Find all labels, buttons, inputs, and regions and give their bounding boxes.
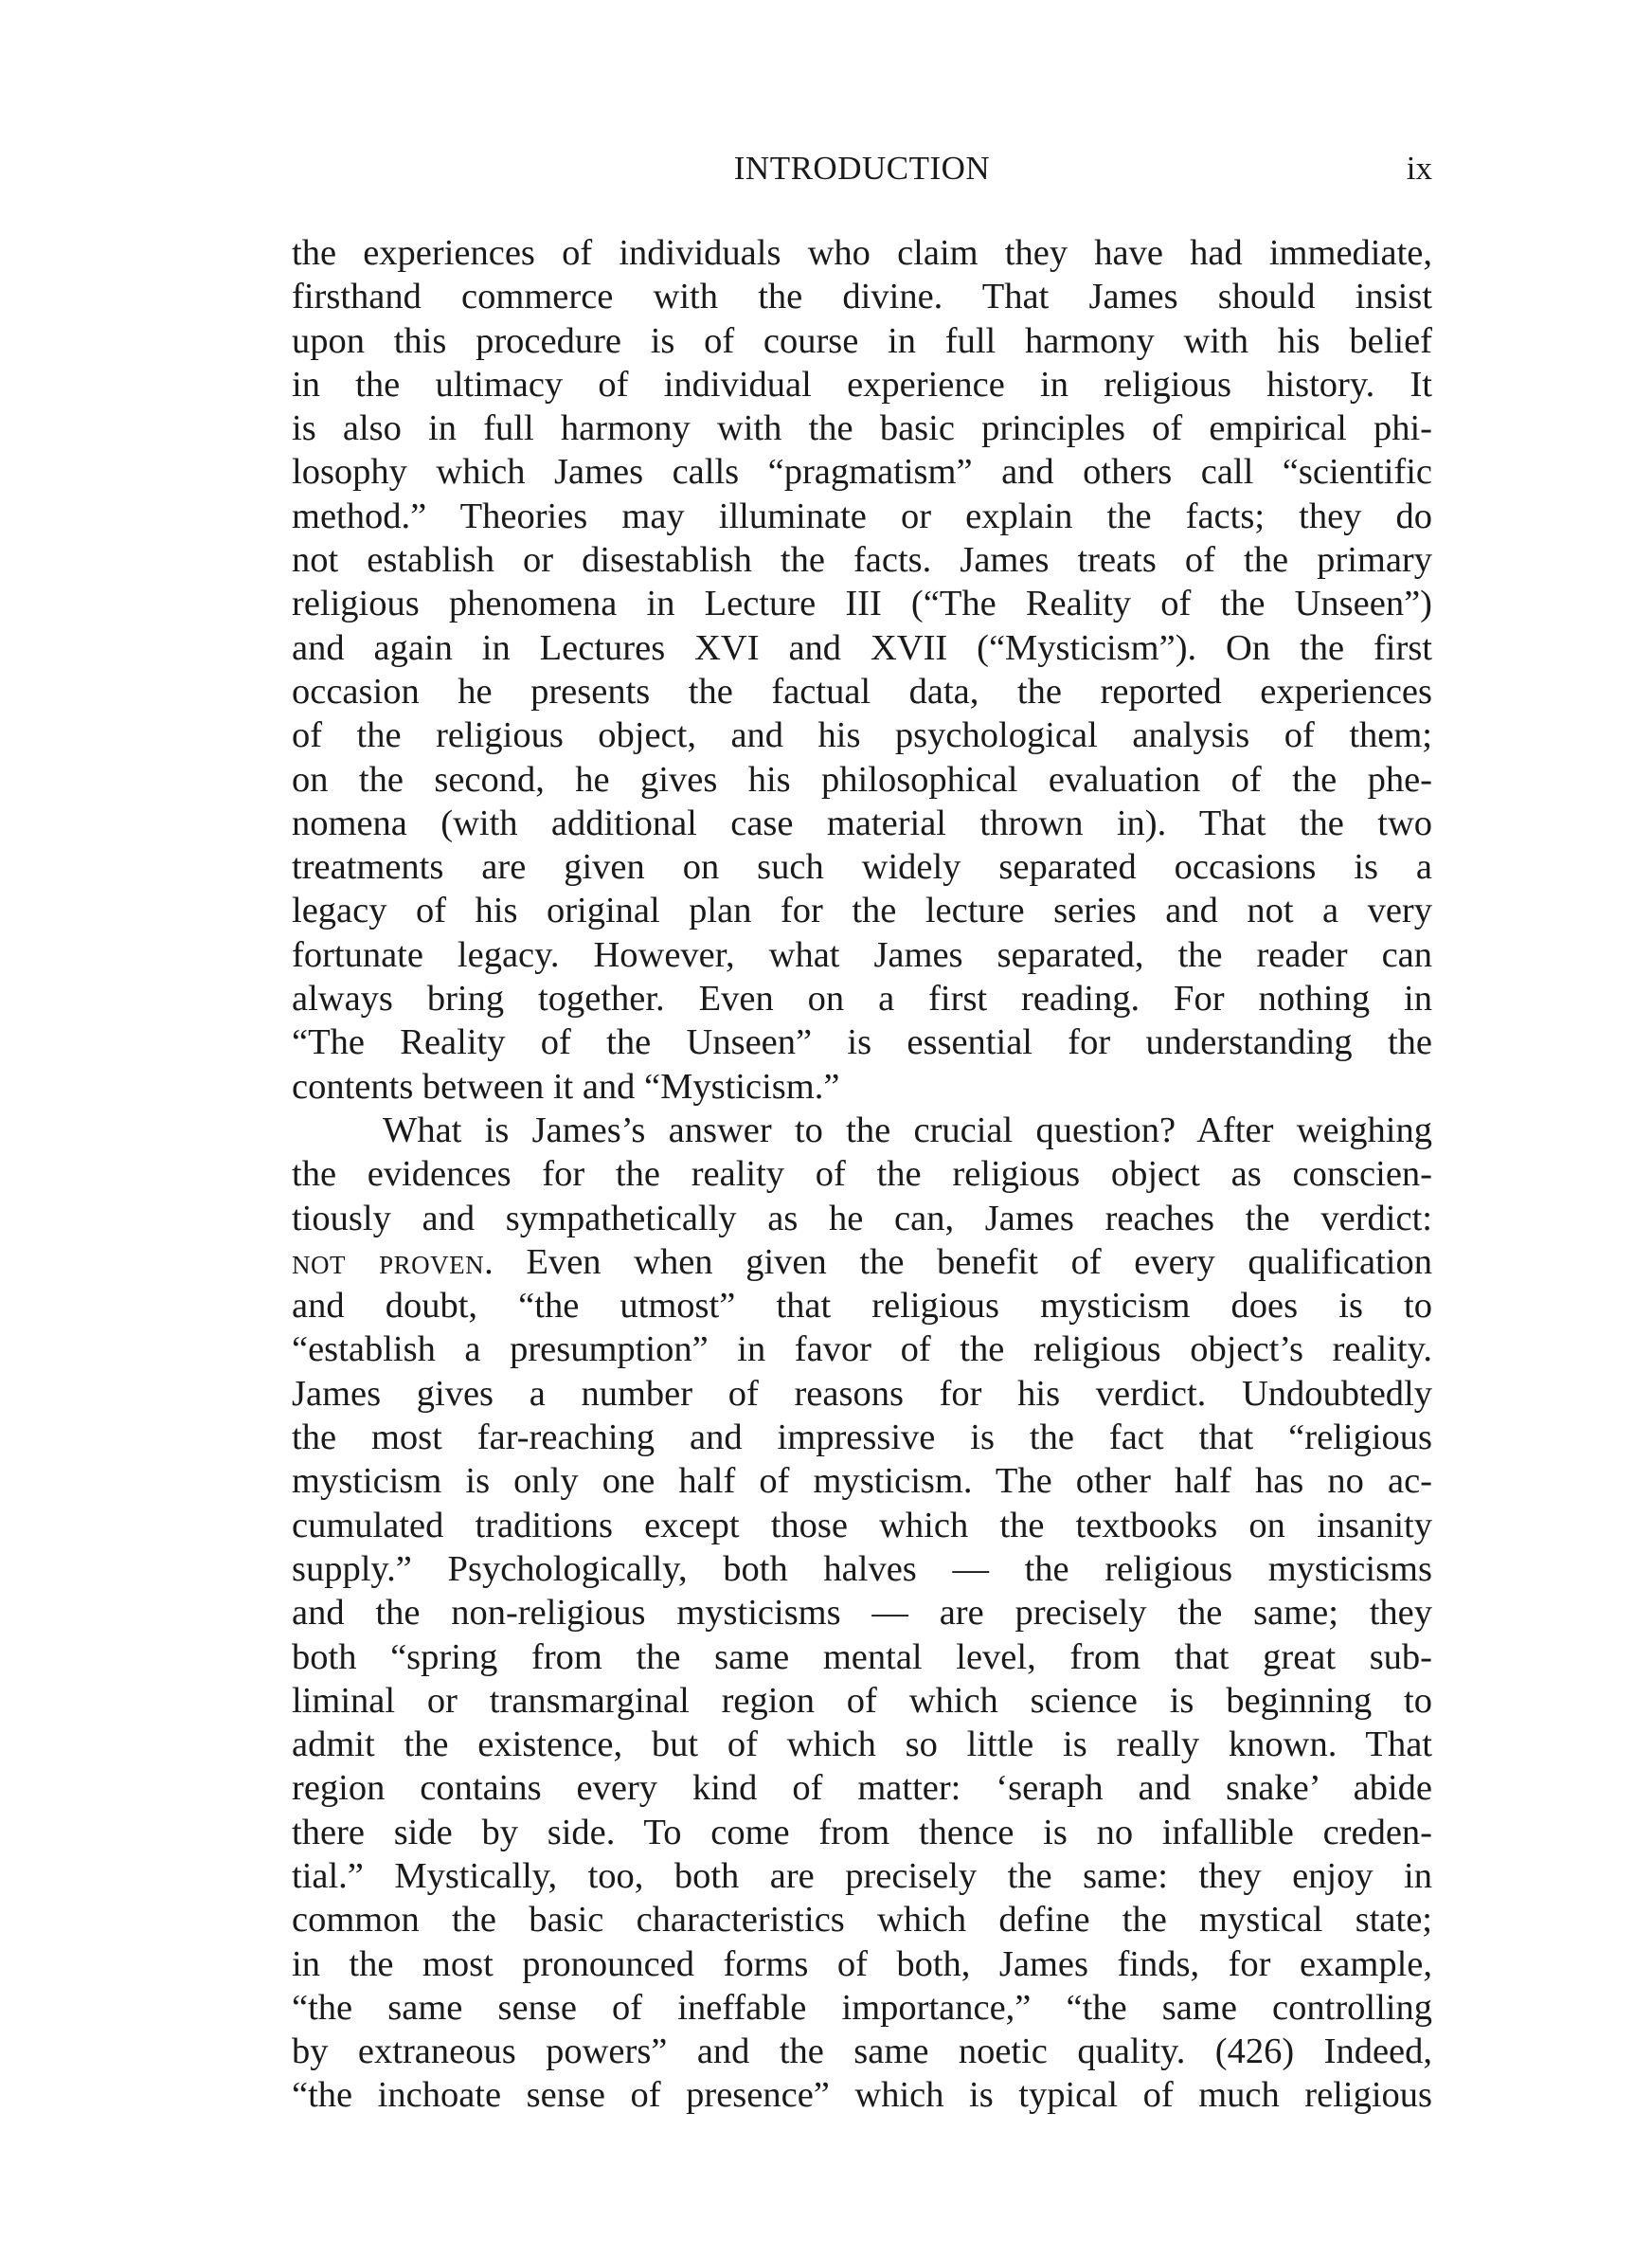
text-line: fortunate legacy. However, what James separated, the reader can [292, 934, 1432, 975]
text-line: both “spring from the same mental level, from that great sub- [292, 1636, 1432, 1677]
text-line: always bring together. Even on a first reading. For nothing in [292, 979, 1432, 1020]
paragraph-1 [292, 231, 1432, 1109]
text-line: region contains every kind of matter: ‘seraph and snake’ abide [292, 1768, 1432, 1809]
text-line: in the most pronounced forms of both, James finds, for example, [292, 1943, 1432, 1984]
text-line: and doubt, “the utmost” that religious mysticism does is to [292, 1286, 1432, 1327]
small-caps-verdict: not proven [292, 1241, 485, 1282]
page-number: ix [1406, 150, 1432, 187]
text-line: method.” Theories may illuminate or explain the facts; they do [292, 496, 1432, 536]
text-line: upon this procedure is of course in full harmony with his belief [292, 320, 1432, 361]
text-line: and the non-religious mysticisms — are precisely the same; they [292, 1593, 1432, 1634]
text-line: supply.” Psychologically, both halves — the religious mysticisms [292, 1548, 1432, 1589]
text-line: of the religious object, and his psychological analysis of them; [292, 715, 1432, 756]
body-text [292, 231, 1432, 2118]
paragraph-2 [292, 1109, 1432, 2118]
text-line: the experiences of individuals who claim they have had immediate, [292, 233, 1432, 273]
text-line: firsthand commerce with the divine. That James should insist [292, 277, 1432, 317]
text-line: is also in full harmony with the basic principles of empirical phi- [292, 408, 1432, 449]
text-line: “the same sense of ineffable importance,” “the same controlling [292, 1987, 1432, 2028]
text-line: mysticism is only one half of mysticism. The other half has no ac- [292, 1461, 1432, 1502]
text-line: contents between it and “Mysticism.” [292, 1066, 840, 1107]
text-line: tial.” Mystically, too, both are precisely the same: they enjoy in [292, 1855, 1432, 1896]
text-line: on the second, he gives his philosophical evaluation of the phe- [292, 759, 1432, 800]
text-line: nomena (with additional case material thrown in). That the two [292, 803, 1432, 843]
text-line: not establish or disestablish the facts. James treats of the primary [292, 540, 1432, 581]
text-line: the evidences for the reality of the religious object as conscien- [292, 1154, 1432, 1195]
text-line: legacy of his original plan for the lecture series and not a very [292, 891, 1432, 931]
text-line: the most far-reaching and impressive is the fact that “religious [292, 1417, 1432, 1458]
text-line: losophy which James calls “pragmatism” and others call “scientific [292, 452, 1432, 493]
text-line: tiously and sympathetically as he can, James reaches the verdict: [292, 1198, 1432, 1238]
text-line: liminal or transmarginal region of which science is beginning to [292, 1680, 1432, 1721]
text-line: by extraneous powers” and the same noetic quality. (426) Indeed, [292, 2031, 1432, 2072]
text-line: cumulated traditions except those which the textbooks on insanity [292, 1505, 1432, 1545]
text-line: “establish a presumption” in favor of the religious object’s reality. [292, 1329, 1432, 1370]
running-head: INTRODUCTION [733, 150, 991, 187]
page-header [292, 150, 1432, 197]
text-line: religious phenomena in Lecture III (“The Reality of the Unseen”) [292, 584, 1432, 624]
text-line: in the ultimacy of individual experience in religious history. It [292, 364, 1432, 405]
text-line: common the basic characteristics which define the mystical state; [292, 1900, 1432, 1941]
text-line: James gives a number of reasons for his verdict. Undoubtedly [292, 1373, 1432, 1414]
text-line: “The Reality of the Unseen” is essential for understanding the [292, 1022, 1432, 1063]
text-line: and again in Lectures XVI and XVII (“Mysticism”). On the first [292, 627, 1432, 668]
text-line: admit the existence, but of which so little is really known. That [292, 1724, 1432, 1765]
text-line: occasion he presents the factual data, the reported experiences [292, 671, 1432, 712]
text-line-small-caps [292, 1240, 1432, 1284]
text-line: What is James’s answer to the crucial question? After weighing [383, 1110, 1432, 1150]
text-line: there side by side. To come from thence is no infallible creden- [292, 1812, 1432, 1852]
small-caps-line-rest: . Even when given the benefit of every qualification [484, 1241, 1432, 1282]
text-line: “the inchoate sense of presence” which is typical of much religious [292, 2075, 1432, 2116]
text-line: treatments are given on such widely separated occasions is a [292, 847, 1432, 888]
